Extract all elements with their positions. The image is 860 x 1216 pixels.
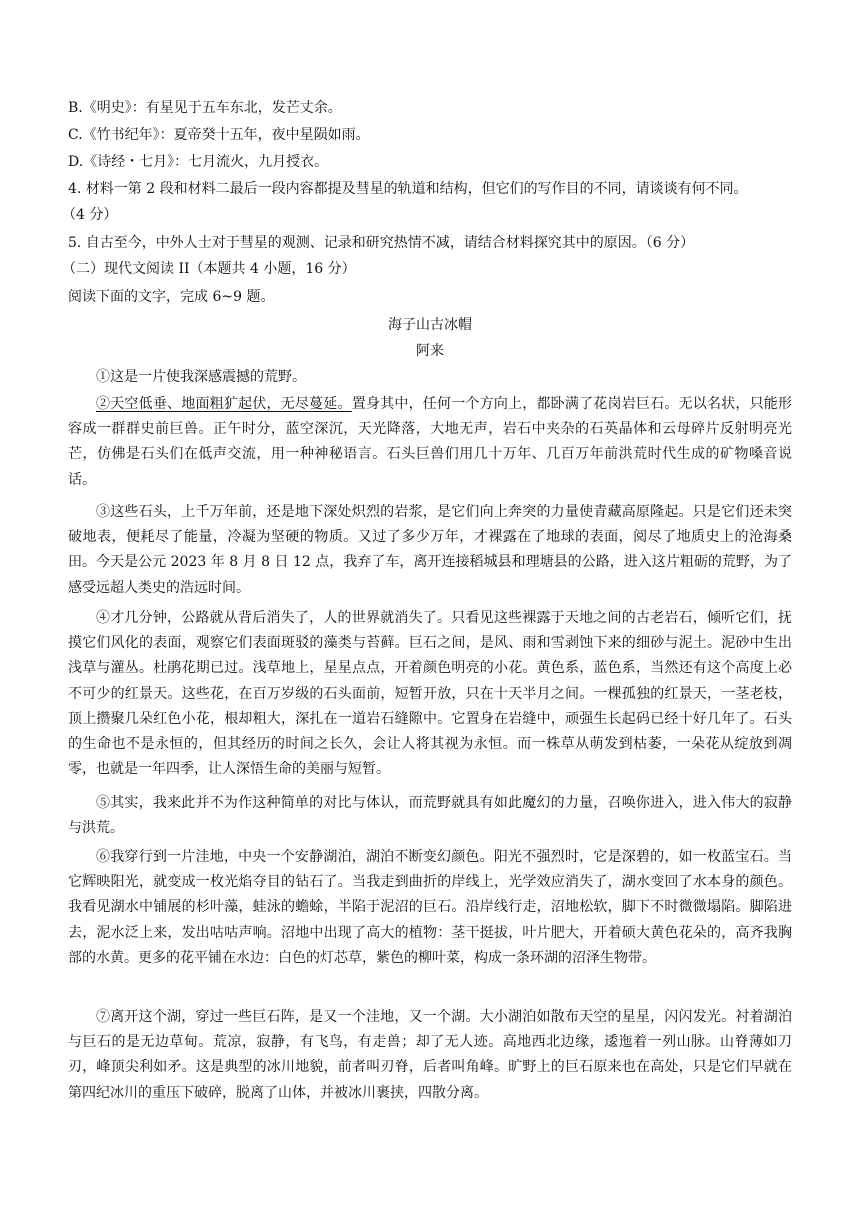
option-d: D.《诗经・七月》：七月流火，九月授衣。: [68, 154, 329, 170]
article-title: 海子山古冰帽: [388, 317, 472, 333]
paragraph-6: ⑥我穿行到一片洼地，中央一个安静湖泊，湖泊不断变幻颜色。阳光不强烈时，它是深碧的，如一枚蓝宝石。当它辉映阳光，就变成一枚光焰夺目的钻石了。当我走到曲折的岸线上，光学效应消失了，湖水变回了水本身的颜色。我看见湖水中铺展的杉叶藻，蛙泳的蟾蜍，半陷于泥沼的巨石。沿岸线行走，沼地松软，脚下不时微微塌陷。脚陷进去，泥水泛上来，发出咕咕声响。沼地中出现了高大的植物：茎干挺拔，叶片肥大，开着硕大黄色花朵的，高齐我胸部的水黄。更多的花平铺在水边：白色的灯芯草，紫色的柳叶菜，构成一条环湖的沼泽生物带。: [68, 849, 792, 966]
question-4-line1: 4. 材料一第 2 段和材料二最后一段内容都提及彗星的轨道和结构，但它们的写作目的不同，请谈谈有何不同。: [68, 181, 748, 197]
option-b: B.《明史》：有星见于五车东北，发芒丈余。: [68, 100, 342, 116]
section-heading: （二）现代文阅读 II（本题共 4 小题，16 分）: [62, 261, 356, 277]
option-c: C.《竹书纪年》：夏帝癸十五年，夜中星陨如雨。: [68, 127, 370, 143]
underlined-sentence: ②天空低垂、地面粗犷起伏，无尽蔓延。: [96, 396, 352, 412]
paragraph-2-rest: 置身其中，任何一个方向上，都卧满了花岗岩巨石。无以名状，只能形容成一群群史前巨兽。正午时分，蓝空深沉，天光降落，大地无声，岩石中夹杂的石英晶体和云母碎片反射明亮光芒，仿佛是石头们在低声交流，用一种神秘语言。石头巨兽们用几十万年、几百万年前洪荒时代生成的矿物嗓音说话。: [68, 396, 792, 488]
paragraph-7: ⑦离开这个湖，穿过一些巨石阵，是又一个洼地，又一个湖。大小湖泊如散布天空的星星，闪闪发光。衬着湖泊与巨石的是无边草甸。荒凉，寂静，有飞鸟，有走兽；却了无人迹。高地西北边缘，逶迤着一列山脉。山脊薄如刀刃，峰顶尖利如矛。这是典型的冰川地貌，前者叫刃脊，后者叫角峰。旷野上的巨石原来也在高处，只是它们早就在第四纪冰川的重压下破碎，脱离了山体，并被冰川裹挟，四散分离。: [68, 1009, 792, 1101]
paragraph-5: ⑤其实，我来此并不为作这种简单的对比与体认，而荒野就具有如此魔幻的力量，召唤你进入，进入伟大的寂静与洪荒。: [68, 795, 792, 837]
section-instruction: 阅读下面的文字，完成 6~9 题。: [68, 289, 275, 305]
paragraph-1: ①这是一片使我深感震撼的荒野。: [96, 369, 306, 385]
paragraph-4: ④才几分钟，公路就从背后消失了，人的世界就消失了。只看见这些裸露于天地之间的古老岩石，倾听它们，抚摸它们风化的表面，观察它们表面斑驳的藻类与苔藓。巨石之间，是风、雨和雪剥蚀下来的细砂与泥土。泥砂中生出浅草与灌丛。杜鹃花期已过。浅草地上，星星点点，开着颜色明亮的小花。黄色系，蓝色系，当然还有这个高度上必不可少的红景天。这些花，在百万岁级的石头面前，短暂开放，只在十天半月之间。一棵孤独的红景天，一茎老枝，顶上攒聚几朵红色小花，根却粗大，深扎在一道岩石缝隙中。它置身在岩缝中，顽强生长起码已经十好几年了。石头的生命也不是永恒的，但其经历的时间之长久，会让人将其视为永恒。而一株草从萌发到枯萎，一朵花从绽放到凋零，也就是一年四季，让人深悟生命的美丽与短暂。: [68, 610, 792, 778]
question-4-score: （4 分）: [62, 207, 118, 223]
paragraph-3: ③这些石头，上千万年前，还是地下深处炽烈的岩浆，是它们向上奔突的力量使青藏高原隆起。只是它们还未突破地表，便耗尽了能量，冷凝为坚硬的物质。又过了多少万年，才裸露在了地球的表面，阅尽了地质史上的沧海桑田。今天是公元 2023 年 8 月 8 日 12 点，我弃了车，离开连接稻城县和理塘县的公路，进入这片粗砺的荒野，为了感受远超人类史的浩远时间。: [68, 504, 792, 596]
article-author: 阿来: [416, 343, 444, 359]
question-5: 5. 自古至今，中外人士对于彗星的观测、记录和研究热情不减，请结合材料探究其中的原因。（6 分）: [68, 235, 695, 251]
paragraph-2: [68, 392, 792, 493]
